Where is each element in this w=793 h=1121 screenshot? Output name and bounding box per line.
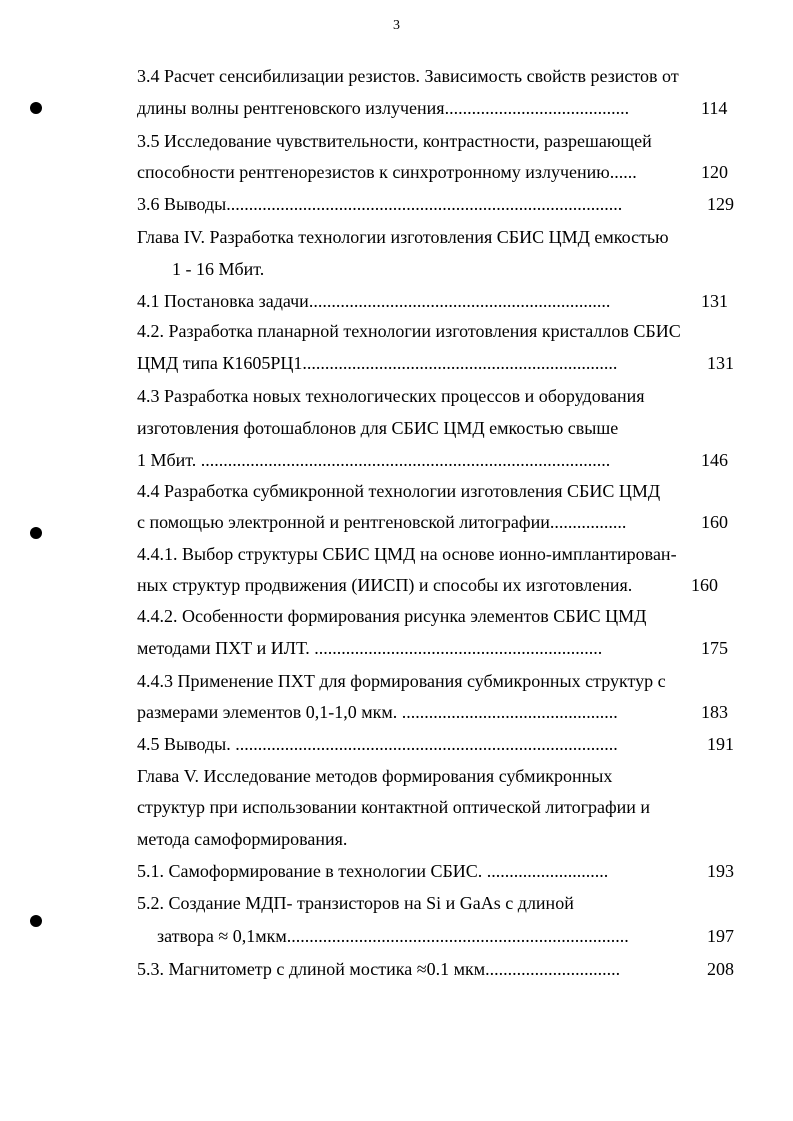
punch-hole-dot: [30, 102, 42, 114]
toc-line: с помощью электронной и рентгеновской литографии.................: [137, 512, 627, 532]
punch-hole-dot: [30, 527, 42, 539]
toc-line: 5.2. Создание МДП- транзисторов на Si и GaAs с длиной: [137, 893, 574, 913]
toc-line: размерами элементов 0,1-1,0 мкм. ................................................: [137, 702, 618, 722]
toc-line: методами ПХТ и ИЛТ. ................................................................: [137, 638, 603, 658]
toc-page-number: 146: [701, 450, 728, 470]
toc-page-number: 131: [701, 291, 728, 311]
toc-line: затвора ≈ 0,1мкм............................................................................: [157, 926, 629, 946]
toc-line: 3.5 Исследование чувствительности, контрастности, разрешающей: [137, 131, 652, 151]
toc-page-number: 114: [701, 98, 728, 118]
toc-page-number: 208: [707, 959, 734, 979]
chapter-heading: 1 - 16 Мбит.: [172, 259, 265, 279]
toc-line: 4.5 Выводы. .....................................................................................: [137, 734, 618, 754]
chapter-heading: структур при использовании контактной оптической литографии и: [137, 797, 651, 817]
toc-line: 3.6 Выводы........................................................................................: [137, 194, 623, 214]
punch-hole-dot: [30, 915, 42, 927]
chapter-heading: Глава V. Исследование методов формирования субмикронных: [137, 766, 613, 786]
toc-page-number: 197: [707, 926, 734, 946]
toc-line: способности рентгенорезистов к синхротронному излучению......: [137, 162, 637, 182]
toc-line: 4.4.3 Применение ПХТ для формирования субмикронных структур с: [137, 671, 666, 691]
toc-line: ных структур продвижения (ИИСП) и способы их изготовления.: [137, 575, 633, 595]
toc-line: 5.3. Магнитометр с длиной мостика ≈0.1 мкм..............................: [137, 959, 621, 979]
chapter-heading: метода самоформирования.: [137, 829, 348, 849]
page-number: 3: [393, 18, 400, 33]
toc-line: 1 Мбит. ...........................................................................................: [137, 450, 611, 470]
toc-page-number: 129: [707, 194, 734, 214]
toc-line: 3.4 Расчет сенсибилизации резистов. Зависимость свойств резистов от: [137, 66, 679, 86]
toc-line: 4.3 Разработка новых технологических процессов и оборудования: [137, 386, 645, 406]
toc-page-number: 183: [701, 702, 728, 722]
toc-line: 4.2. Разработка планарной технологии изготовления кристаллов СБИС: [137, 321, 681, 341]
toc-page-number: 120: [701, 162, 728, 182]
toc-line: ЦМД типа К1605РЦ1......................................................................: [137, 353, 618, 373]
toc-page-number: 193: [707, 861, 734, 881]
toc-line: 5.1. Самоформирование в технологии СБИС. ...........................: [137, 861, 609, 881]
toc-page-number: 160: [701, 512, 728, 532]
toc-line: 4.4 Разработка субмикронной технологии изготовления СБИС ЦМД: [137, 481, 661, 501]
toc-page-number: 131: [707, 353, 734, 373]
toc-line: 4.1 Постановка задачи...................................................................: [137, 291, 611, 311]
toc-line: длины волны рентгеновского излучения.........................................: [137, 98, 630, 118]
chapter-heading: Глава IV. Разработка технологии изготовления СБИС ЦМД емкостью: [137, 227, 669, 247]
toc-line: 4.4.1. Выбор структуры СБИС ЦМД на основе ионно-имплантирован-: [137, 544, 677, 564]
toc-page-number: 160: [691, 575, 718, 595]
toc-page-number: 191: [707, 734, 734, 754]
toc-line: изготовления фотошаблонов для СБИС ЦМД емкостью свыше: [137, 418, 619, 438]
toc-page-number: 175: [701, 638, 728, 658]
toc-line: 4.4.2. Особенности формирования рисунка элементов СБИС ЦМД: [137, 606, 647, 626]
